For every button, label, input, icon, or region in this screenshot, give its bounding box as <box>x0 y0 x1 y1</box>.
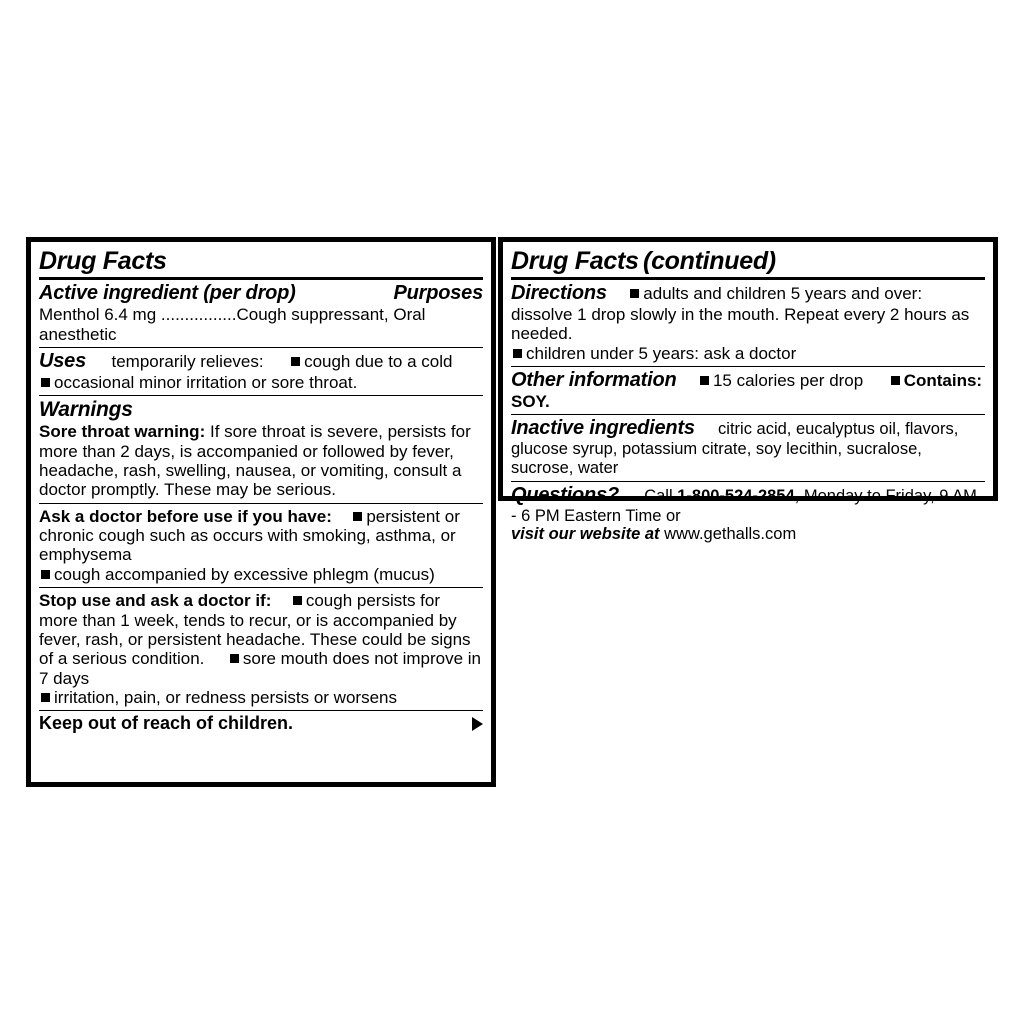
warnings-heading: Warnings <box>39 398 133 422</box>
stop-use-item-3-row <box>39 688 483 707</box>
call-label: Call <box>644 486 673 505</box>
active-ingredient-section <box>39 280 483 347</box>
bullet-square-icon <box>630 289 639 298</box>
stop-use-item-3: irritation, pain, or redness persists or worsens <box>54 688 397 708</box>
stop-use-block <box>39 591 483 688</box>
directions-item-2: children under 5 years: ask a doctor <box>526 343 797 363</box>
website-label: visit our website at <box>511 525 660 544</box>
purposes-heading: Purposes <box>393 282 483 305</box>
inactive-ingredients-section <box>511 415 985 480</box>
uses-section <box>39 348 483 395</box>
uses-heading: Uses <box>39 350 87 372</box>
ask-doctor-item-2-row <box>39 565 483 584</box>
bullet-square-icon <box>700 376 709 385</box>
bullet-square-icon <box>41 693 50 702</box>
ask-doctor-item-1: persistent or chronic cough such as occurs with smoking, asthma, or emphysema <box>39 506 460 565</box>
questions-section <box>511 482 985 547</box>
other-information-item-2: Contains: SOY. <box>511 371 983 411</box>
bullet-square-icon <box>891 376 900 385</box>
ask-doctor-block <box>39 507 483 565</box>
sore-throat-text: If sore throat is severe, persists for more than 2 days, is accompanied or followed by fever, headache, rash, swelling, nausea, or vomiting, consult a doctor promptly. These may be serious. <box>39 422 471 500</box>
directions-item-1: adults and children 5 years and over: dissolve 1 drop slowly in the mouth. Repeat every 2 hours as needed. <box>511 284 970 344</box>
active-ingredient-heading: Active ingredient (per drop) <box>39 282 296 305</box>
stop-use-label: Stop use and ask a doctor if: <box>39 591 272 611</box>
stop-use-item-2: sore mouth does not improve in 7 days <box>39 649 481 688</box>
arrow-right-icon <box>472 717 483 731</box>
panel-title-right <box>511 246 985 277</box>
panel-title-left <box>39 246 483 277</box>
ask-doctor-label: Ask a doctor before use if you have: <box>39 506 332 526</box>
active-ingredient-text: Menthol 6.4 mg ................Cough suppressant, Oral anesthetic <box>39 305 426 344</box>
inactive-ingredients-heading: Inactive ingredients <box>511 417 695 440</box>
other-information-item-1: 15 calories per drop <box>712 371 864 391</box>
other-information-section <box>511 367 985 414</box>
bullet-square-icon <box>291 357 300 366</box>
bullet-square-icon <box>293 596 302 605</box>
continued-label: (continued) <box>643 247 776 275</box>
drug-facts-title-continued: Drug Facts <box>511 247 639 275</box>
keep-out-of-reach-section <box>39 711 483 737</box>
uses-item-2: occasional minor irritation or sore throat. <box>54 372 358 392</box>
divider <box>39 587 483 588</box>
drug-facts-title: Drug Facts <box>39 247 167 275</box>
other-information-heading: Other information <box>511 369 677 392</box>
drug-facts-panel-left <box>26 237 496 787</box>
uses-item-1: cough due to a cold <box>304 352 453 371</box>
keep-out-text: Keep out of reach of children. <box>39 713 294 734</box>
warnings-section <box>39 396 483 710</box>
website-url[interactable]: www.gethalls.com <box>664 525 797 544</box>
ask-doctor-item-2: cough accompanied by excessive phlegm (mucus) <box>54 564 435 584</box>
bullet-square-icon <box>41 570 50 579</box>
bullet-square-icon <box>41 378 50 387</box>
bullet-square-icon <box>353 512 362 521</box>
uses-lead: temporarily relieves: <box>111 352 264 371</box>
directions-heading: Directions <box>511 282 607 305</box>
sore-throat-warning <box>39 422 483 500</box>
inactive-ingredients-text: citric acid, eucalyptus oil, flavors, glucose syrup, potassium citrate, soy lecithin, sucralose, sucrose, water <box>511 420 959 477</box>
sore-throat-label: Sore throat warning: <box>39 422 206 442</box>
divider <box>39 503 483 504</box>
phone-number[interactable]: 1-800-524-2854 <box>677 486 795 505</box>
questions-heading: Questions? <box>511 483 620 506</box>
drug-facts-panel-right <box>498 237 998 544</box>
directions-section <box>511 280 985 366</box>
hours-text: , Monday to Friday, 9 AM - 6 PM Eastern Time or <box>511 486 977 525</box>
bullet-square-icon <box>513 349 522 358</box>
stop-use-item-1: cough persists for more than 1 week, tends to recur, or is accompanied by fever, rash, or persistent headache. These could be signs of a serious condition. <box>39 591 471 669</box>
bullet-square-icon <box>230 654 239 663</box>
